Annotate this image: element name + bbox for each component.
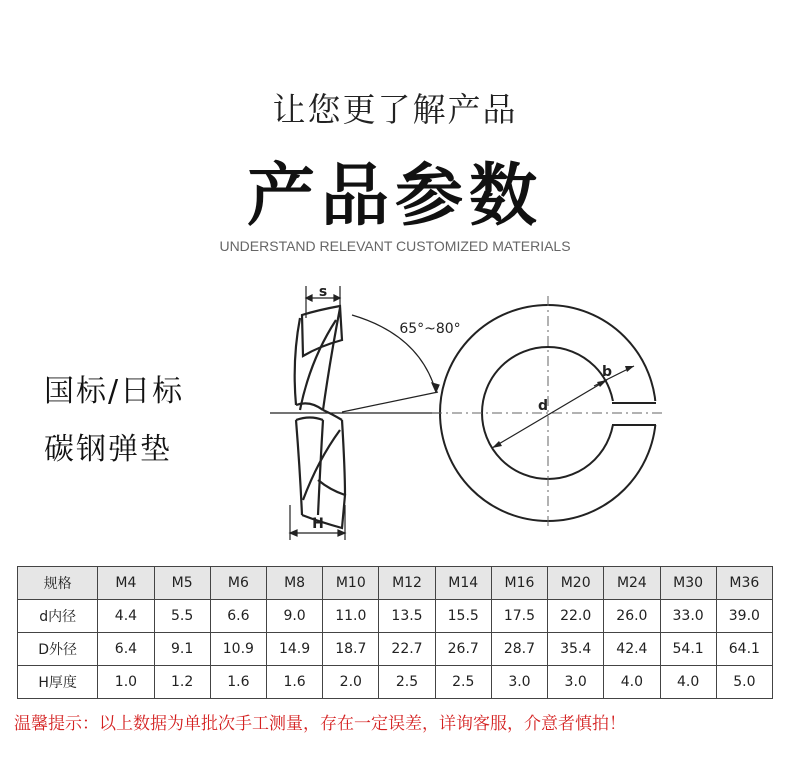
table-header-cell: M16: [491, 567, 547, 600]
table-cell: 2.5: [379, 666, 435, 699]
table-row: [18, 633, 773, 666]
table-header-cell: M10: [323, 567, 379, 600]
table-cell: 13.5: [379, 600, 435, 633]
table-cell: 33.0: [660, 600, 716, 633]
table-header-cell: M8: [266, 567, 322, 600]
table-header-cell: M4: [98, 567, 154, 600]
table-row-label: D外径: [18, 633, 98, 666]
table-cell: 15.5: [435, 600, 491, 633]
table-header-row: [18, 567, 773, 600]
angle-label: 65°~80°: [399, 321, 461, 337]
subtitle: 让您更了解产品: [272, 90, 518, 129]
table-header-cell: M12: [379, 567, 435, 600]
spec-table: [17, 566, 773, 699]
table-cell: 9.0: [266, 600, 322, 633]
table-cell: 42.4: [604, 633, 660, 666]
table-cell: 11.0: [323, 600, 379, 633]
dimension-d-label: d: [537, 398, 549, 414]
table-cell: 5.5: [154, 600, 210, 633]
dimension-h-label: H: [312, 516, 324, 532]
table-header-cell: M30: [660, 567, 716, 600]
table-header-cell: 规格: [18, 567, 98, 600]
table-header-cell: M20: [548, 567, 604, 600]
table-cell: 22.0: [548, 600, 604, 633]
table-cell: 39.0: [716, 600, 772, 633]
washer-front-view: [432, 296, 666, 530]
product-material-label: 碳钢弹垫: [44, 432, 172, 467]
table-cell: 26.7: [435, 633, 491, 666]
table-cell: 26.0: [604, 600, 660, 633]
table-cell: 22.7: [379, 633, 435, 666]
table-cell: 1.6: [210, 666, 266, 699]
table-cell: 3.0: [491, 666, 547, 699]
table-cell: 6.6: [210, 600, 266, 633]
table-header-cell: M36: [716, 567, 772, 600]
table-cell: 4.4: [98, 600, 154, 633]
product-standard-label: 国标/日标: [44, 374, 185, 409]
english-subtitle: UNDERSTAND RELEVANT CUSTOMIZED MATERIALS: [219, 238, 571, 254]
table-cell: 1.0: [98, 666, 154, 699]
table-cell: 3.0: [548, 666, 604, 699]
table-cell: 2.5: [435, 666, 491, 699]
table-header-cell: M5: [154, 567, 210, 600]
table-cell: 9.1: [154, 633, 210, 666]
table-row-label: d内径: [18, 600, 98, 633]
table-cell: 10.9: [210, 633, 266, 666]
table-cell: 2.0: [323, 666, 379, 699]
washer-side-view: [295, 306, 345, 528]
table-header-cell: M14: [435, 567, 491, 600]
table-row-label: H厚度: [18, 666, 98, 699]
disclaimer-note: 温馨提示：以上数据为单批次手工测量，存在一定误差，详询客服，介意者慎拍！: [14, 714, 626, 734]
table-cell: 54.1: [660, 633, 716, 666]
dimension-s-label: s: [318, 284, 328, 300]
page-title: 产品参数: [246, 157, 543, 236]
table-cell: 4.0: [604, 666, 660, 699]
table-cell: 28.7: [491, 633, 547, 666]
table-row: [18, 600, 773, 633]
table-cell: 64.1: [716, 633, 772, 666]
table-cell: 18.7: [323, 633, 379, 666]
table-header-cell: M24: [604, 567, 660, 600]
table-cell: 5.0: [716, 666, 772, 699]
table-cell: 17.5: [491, 600, 547, 633]
table-row: [18, 666, 773, 699]
table-cell: 1.6: [266, 666, 322, 699]
table-cell: 4.0: [660, 666, 716, 699]
table-cell: 1.2: [154, 666, 210, 699]
table-header-cell: M6: [210, 567, 266, 600]
table-cell: 6.4: [98, 633, 154, 666]
dimension-b-label: b: [601, 364, 613, 380]
table-cell: 35.4: [548, 633, 604, 666]
table-cell: 14.9: [266, 633, 322, 666]
